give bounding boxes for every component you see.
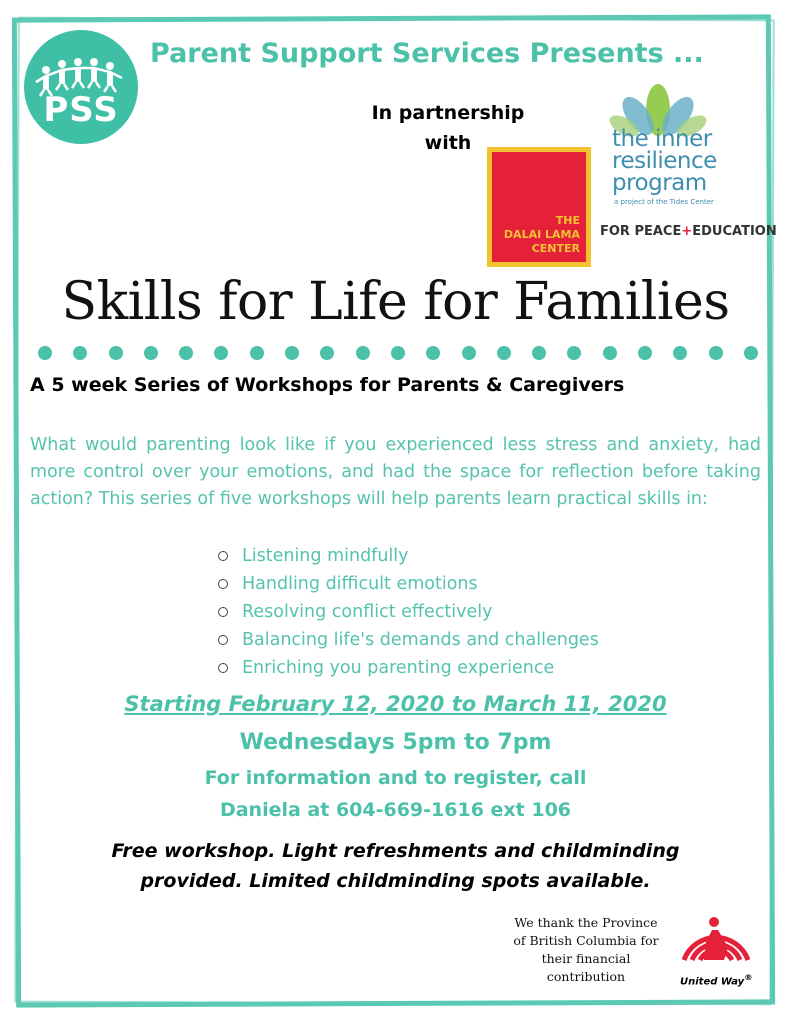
list-item: Handling difficult emotions bbox=[216, 570, 599, 598]
bullet-circle-icon bbox=[218, 551, 228, 561]
bullet-circle-icon bbox=[218, 663, 228, 673]
thanks-note: We thank the Province of British Columbia for their financial contribution bbox=[513, 915, 659, 984]
bullet-circle-icon bbox=[218, 635, 228, 645]
register-info bbox=[0, 762, 791, 826]
free-workshop-note bbox=[0, 836, 791, 896]
list-item: Listening mindfully bbox=[216, 542, 599, 570]
intro-paragraph: What would parenting look like if you experienced less stress and anxiety, had more control over your emotions, and had the space for reflection before taking action? This series of five workshops will help parents learn practical skills in: bbox=[30, 435, 761, 509]
dates-line: Starting February 12, 2020 to March 11, 2020 bbox=[124, 692, 667, 716]
header-presents: Parent Support Services Presents ... bbox=[150, 38, 704, 69]
inner-resilience-logo-text bbox=[612, 128, 717, 194]
peace-education-label bbox=[600, 224, 777, 239]
list-item: Balancing life's demands and challenges bbox=[216, 626, 599, 654]
list-item: Enriching you parenting experience bbox=[216, 654, 599, 682]
partnership-line2: with bbox=[424, 132, 472, 154]
peace-left: FOR PEACE bbox=[600, 224, 682, 239]
partnership-line1: In partnership bbox=[371, 102, 525, 124]
list-item: Resolving conflict effectively bbox=[216, 598, 599, 626]
skills-list bbox=[216, 542, 599, 682]
page-subtitle: A 5 week Series of Workshops for Parents & Caregivers bbox=[30, 374, 625, 396]
united-way-logo-text: United Way® bbox=[680, 972, 753, 988]
dalai-lama-center-logo bbox=[487, 147, 591, 267]
irp-line1: the inner bbox=[612, 126, 712, 152]
bullet-circle-icon bbox=[218, 607, 228, 617]
free-line1: Free workshop. Light refreshments and childminding bbox=[111, 840, 680, 862]
pss-logo-text: PSS bbox=[43, 90, 119, 130]
united-way-hand-icon bbox=[676, 900, 756, 966]
peace-plus: + bbox=[681, 224, 693, 239]
dalai-lama-center-text: THE DALAI LAMA CENTER bbox=[503, 214, 580, 255]
dot-divider bbox=[38, 346, 758, 362]
schedule-line: Wednesdays 5pm to 7pm bbox=[239, 730, 552, 755]
info-line2: Daniela at 604-669-1616 ext 106 bbox=[219, 799, 572, 821]
peace-right: EDUCATION bbox=[692, 224, 777, 239]
page-title: Skills for Life for Families bbox=[61, 272, 730, 332]
irp-subtitle: a project of the Tides Center bbox=[614, 198, 714, 206]
irp-line3: program bbox=[612, 170, 707, 196]
irp-line2: resilience bbox=[612, 148, 717, 174]
info-line1: For information and to register, call bbox=[204, 767, 587, 789]
free-line2: provided. Limited childminding spots available. bbox=[140, 870, 651, 892]
bullet-circle-icon bbox=[218, 579, 228, 589]
pss-logo bbox=[24, 30, 138, 144]
